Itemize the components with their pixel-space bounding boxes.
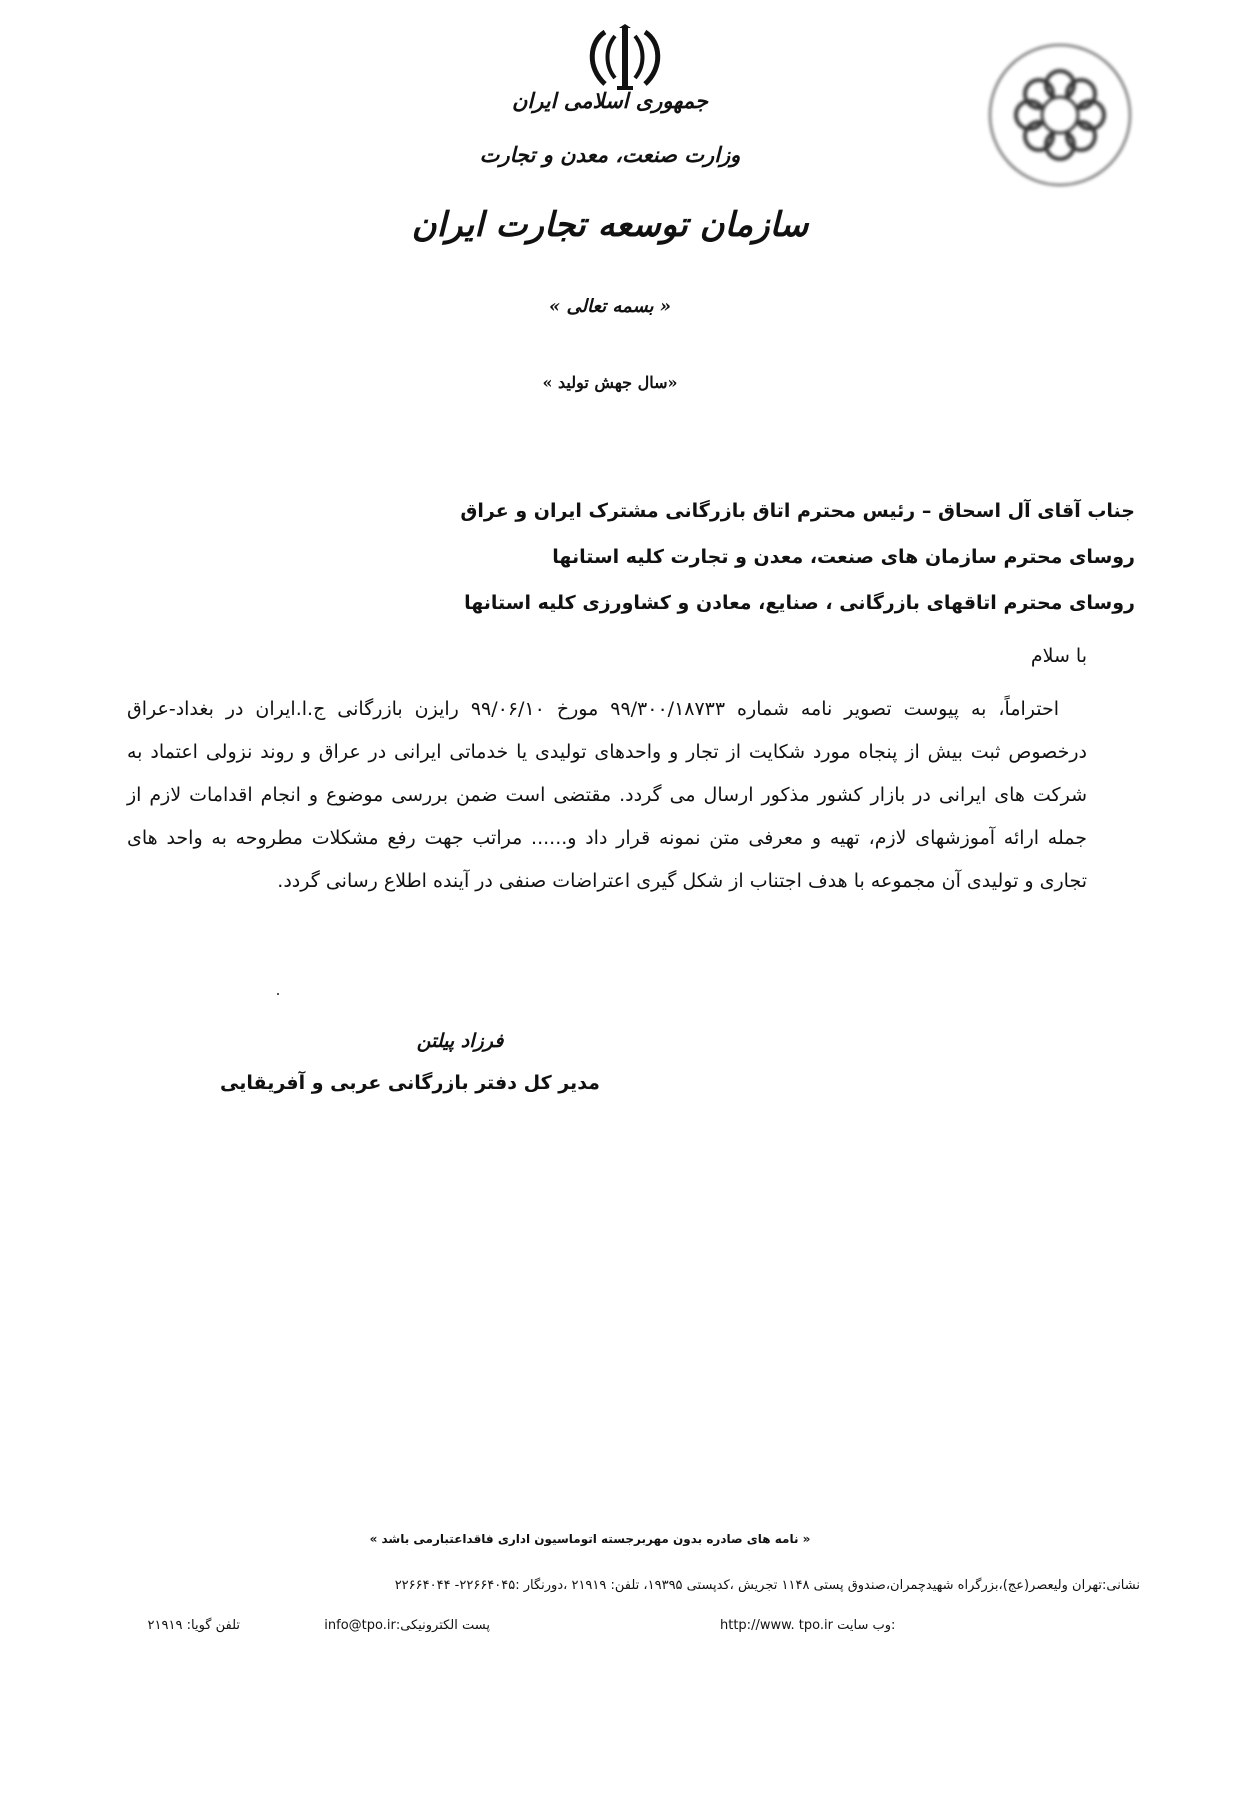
greeting: با سلام [1030,645,1087,667]
body-paragraph: احتراماً، به پیوست تصویر نامه شماره ۹۹/۳۰۰/۱۸۷۳۳ مورخ ۹۹/۰۶/۱۰ رایزن بازرگانی ج.ا.ایران در بغداد-عراق درخصوص ثبت بیش از پنجاه مورد شکایت از تجار و واحدهای تولیدی یا خدماتی ایرانی در عراق و روند نزولی اعتماد به شرکت های ایرانی در بازار کشور مذکور ارسال می گردد. مقتضی است ضمن بررسی موضوع و انجام اقدامات لازم از جمله ارائه آموزشهای لازم، تهیه و معرفی متن نمونه قرار داد و...... مراتب جهت رفع مشکلات مطروحه به واحد های تجاری و تولیدی آن مجموعه با هدف اجتناب از شکل گیری اعتراضات صنفی در آینده اطلاع رسانی گردد. [127,698,1087,892]
emblem-icon [575,24,675,96]
scan-speck [277,993,279,995]
republic-title: جمهوری اسلامی ایران [511,88,709,113]
phone-label: تلفن گویا: [186,1618,240,1633]
website-url[interactable]: http://www. tpo.ir [720,1618,833,1633]
signatory-name: فرزاد پیلتن [416,1030,504,1052]
website-label: وب سایت: [837,1618,896,1633]
phone-number: ۲۱۹۱۹ [147,1618,183,1633]
year-motto: «سال جهش تولید » [542,373,678,392]
organization-title: سازمان توسعه تجارت ایران [411,205,809,245]
recipient-line: روسای محترم سازمان های صنعت، معدن و تجارت کلیه استانها [552,546,1135,568]
footer-email[interactable] [260,1618,490,1633]
footer-website[interactable] [720,1618,990,1633]
recipient-line: جناب آقای آل اسحاق – رئیس محترم اتاق بازرگانی مشترک ایران و عراق [460,500,1135,522]
email-label: پست الکترونیکی: [395,1618,490,1633]
footer-address: نشانی:تهران ولیعصر(عج)،بزرگراه شهیدچمران،صندوق پستی ۱۱۴۸ تجریش ،کدپستی ۱۹۳۹۵، تلفن: ۲۱۹۱۹ ،دورنگار :۲۲۶۶۴۰۴۵- ۲۲۶۶۴۰۴۴ [394,1578,1140,1593]
tpo-seal-logo [985,40,1135,190]
footer-phone [100,1618,240,1633]
email-address[interactable]: info@tpo.ir [324,1618,396,1633]
signatory-title: مدیر کل دفتر بازرگانی عربی و آفریقایی [220,1072,600,1094]
recipient-line: روسای محترم اتاقهای بازرگانی ، صنایع، معادن و کشاورزی کلیه استانها [464,592,1135,614]
recipients-block [460,488,1135,626]
letter-body [127,688,1087,903]
footer-note: « نامه های صادره بدون مهربرجسته اتوماسیون اداری فاقداعتبارمی باشد » [369,1532,811,1546]
invocation: « بسمه تعالی » [548,296,672,317]
ministry-title: وزارت صنعت، معدن و تجارت [479,142,741,167]
